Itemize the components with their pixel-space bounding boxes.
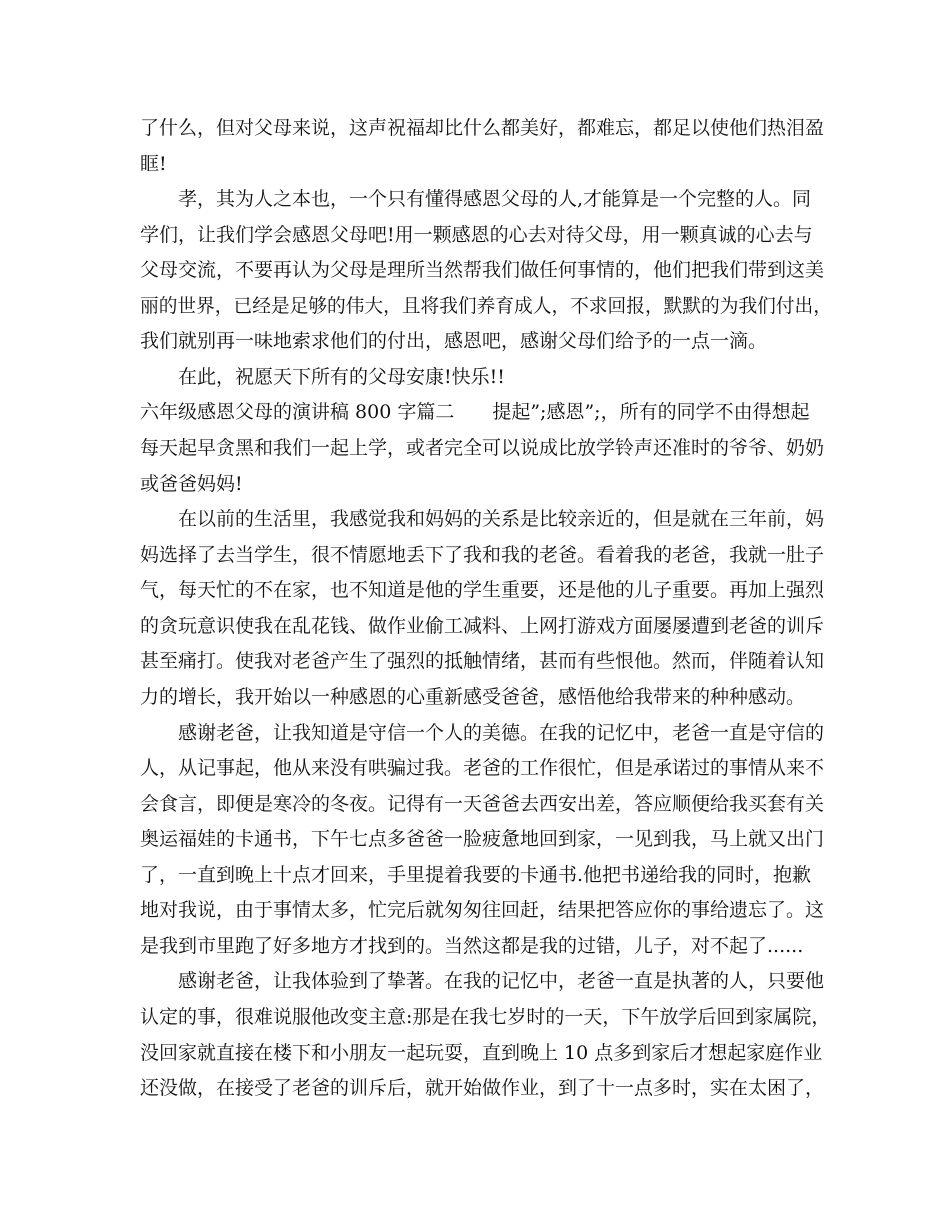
line-text: 眶!: [140, 153, 167, 175]
text-line: [0, 1002, 950, 1032]
line-text: 会食言，即便是寒冷的冬夜。记得有一天爸爸去西安出差，答应顺便给我买套有关: [140, 793, 825, 815]
text-line: [0, 611, 950, 641]
line-text: 地对我说，由于事情太多，忙完后就匆匆往回赶，结果把答应你的事给遗忘了。这: [140, 899, 825, 921]
line-text: 感谢老爸，让我知道是守信一个人的美德。在我的记忆中，老爸一直是守信的: [178, 722, 825, 744]
text-line: [0, 291, 950, 321]
text-line: [0, 113, 950, 143]
text-line: [0, 326, 950, 356]
text-line: [0, 540, 950, 570]
line-text: 妈选择了去当学生，很不情愿地丢下了我和我的老爸。看着我的老爸，我就一肚子: [140, 544, 825, 566]
line-text: 或爸爸妈妈!: [140, 473, 243, 495]
line-text: 气，每天忙的不在家，也不知道是他的学生重要，还是他的儿子重要。再加上强烈: [140, 579, 825, 601]
text-line: [0, 362, 950, 392]
line-text: 还没做，在接受了老爸的训斥后，就开始做作业，到了十一点多时，实在太困了，: [140, 1077, 825, 1099]
text-line: [0, 966, 950, 996]
text-line: [0, 255, 950, 285]
text-line: [0, 753, 950, 783]
text-line: [0, 718, 950, 748]
line-text: 在此，祝愿天下所有的父母安康!快乐!!: [178, 366, 505, 388]
text-line: [0, 824, 950, 854]
line-text: 感谢老爸，让我体验到了挚著。在我的记忆中，老爸一直是执著的人，只要他: [178, 970, 825, 992]
line-text: 孝，其为人之本也，一个只有懂得感恩父母的人,才能算是一个完整的人。同: [178, 188, 812, 210]
text-line: [0, 433, 950, 463]
text-line: [0, 469, 950, 499]
text-line: [0, 184, 950, 214]
line-text: 认定的事，很难说服他改变主意:那是在我七岁时的一天，下午放学后回到家属院，: [140, 1006, 831, 1028]
line-text: 我们就别再一味地索求他们的付出，感恩吧，感谢父母们给予的一点一滴。: [140, 330, 768, 352]
text-line: [0, 504, 950, 534]
line-text: 丽的世界，已经是足够的伟大，且将我们养育成人，不求回报，默默的为我们付出，: [140, 295, 832, 317]
line-text: 学们，让我们学会感恩父母吧!用一颗感恩的心去对待父母，用一颗真诚的心去与: [140, 224, 813, 246]
line-text: 在以前的生活里，我感觉我和妈妈的关系是比较亲近的，但是就在三年前，妈: [178, 508, 825, 530]
line-text: 六年级感恩父母的演讲稿 800 字篇二 提起”;感恩”;，所有的同学不由得想起: [140, 401, 810, 423]
text-line: [0, 220, 950, 250]
line-text: 人，从记事起，他从来没有哄骗过我。老爸的工作很忙，但是承诺过的事情从来不: [140, 757, 825, 779]
text-line: [0, 931, 950, 961]
line-text: 每天起早贪黑和我们一起上学，或者完全可以说成比放学铃声还准时的爷爷、奶奶: [140, 437, 825, 459]
line-text: 了什么，但对父母来说，这声祝福却比什么都美好，都难忘，都足以使他们热泪盈: [140, 117, 825, 139]
line-text: 甚至痛打。使我对老爸产生了强烈的抵触情绪，甚而有些恨他。然而，伴随着认知: [140, 650, 825, 672]
line-text: 奥运福娃的卡通书，下午七点多爸爸一脸疲惫地回到家，一见到我，马上就又出门: [140, 828, 825, 850]
text-line: [0, 1073, 950, 1103]
text-line: [0, 1038, 950, 1068]
line-text: 没回家就直接在楼下和小朋友一起玩耍，直到晚上 10 点多到家后才想起家庭作业: [140, 1042, 823, 1064]
line-text: 父母交流，不要再认为父母是理所当然帮我们做任何事情的，他们把我们带到这美: [140, 259, 825, 281]
line-text: 了，一直到晚上十点才回来，手里提着我要的卡通书.他把书递给我的同时，抱歉: [140, 864, 812, 886]
line-text: 是我到市里跑了好多地方才找到的。当然这都是我的过错，儿子，对不起了......: [140, 935, 804, 957]
text-line: [0, 149, 950, 179]
line-text: 的贪玩意识使我在乱花钱、做作业偷工减料、上网打游戏方面屡屡遭到老爸的训斥: [140, 615, 825, 637]
line-text: 力的增长，我开始以一种感恩的心重新感受爸爸，感悟他给我带来的种种感动。: [140, 686, 806, 708]
text-line: [0, 682, 950, 712]
text-line: [0, 646, 950, 676]
text-line: [0, 397, 950, 427]
text-line: [0, 895, 950, 925]
text-line: [0, 789, 950, 819]
text-line: [0, 575, 950, 605]
text-line: [0, 860, 950, 890]
